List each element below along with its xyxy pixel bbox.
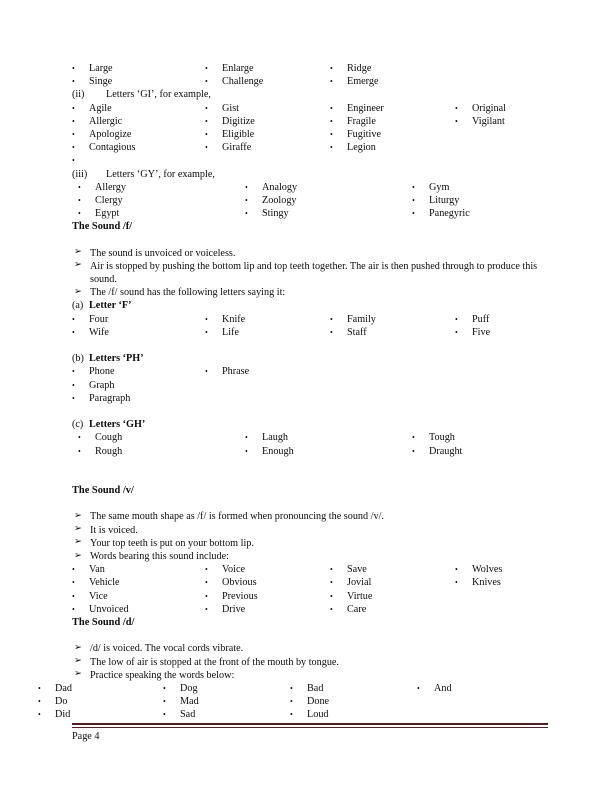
bullet-icon: • — [72, 314, 75, 324]
list-item-label: Previous — [222, 590, 258, 602]
bullet-icon: • — [72, 578, 75, 588]
note-text: It is voiced. — [90, 524, 138, 536]
bullet-icon: • — [72, 103, 75, 113]
list-marker: (ii) — [72, 89, 85, 101]
note-d-practice — [0, 669, 612, 682]
list-item-label: Liturgy — [429, 194, 460, 206]
bullet-icon: • — [205, 367, 208, 377]
bullet-icon: • — [163, 683, 166, 693]
bullet-icon: • — [205, 565, 208, 575]
bullet-icon: • — [330, 103, 333, 113]
list-row — [0, 695, 612, 708]
list-item-label: Rough — [95, 445, 123, 457]
list-row — [0, 326, 612, 339]
heading-sound-d — [0, 616, 612, 629]
list-item-label: Vehicle — [89, 577, 120, 589]
bullet-icon: • — [72, 143, 75, 153]
note-v-teeth — [0, 537, 612, 550]
list-marker: (b) — [72, 353, 84, 365]
list-row — [0, 154, 612, 167]
list-item-label: Fragile — [347, 115, 376, 127]
bullet-icon: • — [455, 314, 458, 324]
arrow-bullet-icon: ➢ — [74, 260, 82, 271]
list-row — [0, 603, 612, 616]
bullet-icon: • — [330, 327, 333, 337]
note-f-airflow — [0, 260, 612, 286]
subsection-label: Letters ‘GH’ — [89, 419, 146, 431]
gi-words — [0, 102, 612, 168]
list-item-label: Allergic — [89, 115, 123, 127]
bullet-icon: • — [412, 209, 415, 219]
bullet-icon: • — [205, 64, 208, 73]
footer-rule-thin — [72, 727, 548, 728]
bullet-icon: • — [245, 182, 248, 192]
list-item-label: Knives — [472, 577, 501, 589]
list-row — [0, 102, 612, 115]
bullet-icon: • — [38, 697, 41, 707]
spacer — [0, 471, 612, 484]
list-row — [0, 75, 612, 88]
bullet-icon: • — [412, 446, 415, 456]
subsection-label: Letter ‘F’ — [89, 300, 132, 312]
list-item-label: Drive — [222, 603, 246, 615]
list-item-label: Life — [222, 326, 239, 338]
sound-v-words — [0, 563, 612, 616]
bullet-icon: • — [72, 380, 75, 390]
list-item-label: Analogy — [262, 181, 298, 193]
heading-sound-v — [0, 484, 612, 497]
arrow-bullet-icon: ➢ — [74, 537, 82, 548]
bullet-icon: • — [72, 591, 75, 601]
list-item-label: Family — [347, 313, 376, 325]
list-item-label: Emerge — [347, 76, 379, 88]
list-item-label: Sad — [180, 709, 196, 721]
list-row — [0, 682, 612, 695]
spacer — [0, 405, 612, 418]
bullet-icon: • — [205, 604, 208, 614]
list-item-label: Cough — [95, 432, 123, 444]
list-item-label: Panegyric — [429, 208, 470, 220]
list-row — [0, 392, 612, 405]
list-item-label: Wife — [89, 326, 109, 338]
bullet-icon: • — [205, 129, 208, 139]
bullet-icon: • — [412, 182, 415, 192]
list-item-label: Phrase — [222, 366, 250, 378]
note-text: Your top teeth is put on your bottom lip. — [90, 537, 254, 549]
list-item-label: Unvoiced — [89, 603, 129, 615]
list-item-label: Paragraph — [89, 392, 131, 404]
subsection-letters-gh — [0, 418, 612, 431]
bullet-icon: • — [72, 367, 75, 377]
note-f-unvoiced — [0, 247, 612, 260]
list-item-label: Save — [347, 564, 367, 576]
letter-f-words — [0, 313, 612, 339]
arrow-bullet-icon: ➢ — [74, 510, 82, 521]
footer-rule — [72, 723, 548, 728]
page-content — [0, 62, 612, 722]
spacer — [0, 458, 612, 471]
bullet-icon: • — [72, 604, 75, 614]
note-text: The low of air is stopped at the front of the mouth by tongue. — [90, 656, 339, 668]
bullet-icon: • — [330, 578, 333, 588]
list-item-label: Challenge — [222, 76, 264, 88]
arrow-bullet-icon: ➢ — [74, 550, 82, 561]
section-gy — [0, 168, 612, 181]
bullet-icon: • — [205, 77, 208, 87]
list-item-label: Staff — [347, 326, 367, 338]
list-item-label: Gist — [222, 102, 239, 114]
note-text: The same mouth shape as /f/ is formed when pronouncing the sound /v/. — [90, 511, 384, 523]
bullet-icon: • — [72, 77, 75, 87]
list-item-label: Agile — [89, 102, 112, 114]
bullet-icon: • — [205, 327, 208, 337]
list-item-label: Care — [347, 603, 367, 615]
section-heading-text: The Sound /f/ — [72, 221, 133, 233]
list-item-label: And — [434, 682, 452, 694]
bullet-icon: • — [245, 433, 248, 443]
note-text: Practice speaking the words below: — [90, 669, 235, 681]
bullet-icon: • — [455, 103, 458, 113]
list-row — [0, 708, 612, 721]
bullet-icon: • — [205, 103, 208, 113]
arrow-bullet-icon: ➢ — [74, 656, 82, 667]
list-item-label: Engineer — [347, 102, 384, 114]
list-row — [0, 207, 612, 220]
list-row — [0, 62, 612, 75]
bullet-icon: • — [78, 446, 81, 456]
list-item-label: Virtue — [347, 590, 373, 602]
list-item-label: Phone — [89, 366, 115, 378]
subsection-letters-ph — [0, 352, 612, 365]
list-row — [0, 431, 612, 444]
bullet-icon: • — [455, 565, 458, 575]
subsection-label: Letters ‘GI’, for example, — [106, 89, 211, 101]
list-row — [0, 181, 612, 194]
bullet-icon: • — [455, 327, 458, 337]
bullet-icon: • — [78, 195, 81, 205]
bullet-icon: • — [72, 129, 75, 139]
list-item-label: Obvious — [222, 577, 257, 589]
list-item-label: Loud — [307, 709, 329, 721]
bullet-icon: • — [78, 433, 81, 443]
section-heading-text: The Sound /d/ — [72, 617, 135, 628]
subsection-label: Letters ‘GY’, for example, — [106, 168, 215, 180]
list-row — [0, 194, 612, 207]
list-row — [0, 141, 612, 154]
bullet-icon: • — [72, 116, 75, 126]
note-text: Air is stopped by pushing the bottom lip and top teeth together. The air is then pushed through to produce this sound. — [90, 260, 538, 286]
note-text: The /f/ sound has the following letters saying it: — [90, 287, 286, 299]
bullet-icon: • — [330, 565, 333, 575]
subsection-letter-f — [0, 299, 612, 312]
arrow-bullet-icon: ➢ — [74, 524, 82, 535]
bullet-icon: • — [455, 116, 458, 126]
list-item-label: Stingy — [262, 208, 289, 220]
bullet-icon: • — [330, 129, 333, 139]
bullet-icon: • — [205, 591, 208, 601]
bullet-icon: • — [417, 683, 420, 693]
bullet-icon: • — [330, 116, 333, 126]
bullet-icon: • — [205, 578, 208, 588]
list-item-label: Legion — [347, 142, 376, 154]
ge-words-continued — [0, 62, 612, 88]
note-text: /d/ is voiced. The vocal cords vibrate. — [90, 643, 244, 655]
list-row — [0, 563, 612, 576]
note-d-airflow — [0, 656, 612, 669]
subsection-label: Letters ‘PH’ — [89, 353, 144, 365]
list-item-label: Contagious — [89, 142, 136, 154]
bullet-icon: • — [72, 565, 75, 575]
note-d-voiced — [0, 642, 612, 655]
list-item-label: Eligible — [222, 128, 255, 140]
list-marker: (c) — [72, 419, 84, 431]
spacer — [0, 497, 612, 510]
list-item-label: Egypt — [95, 208, 120, 220]
list-item-label: Knife — [222, 313, 246, 325]
bullet-icon: • — [290, 710, 293, 720]
list-item-label: Van — [89, 564, 105, 576]
bullet-icon: • — [205, 143, 208, 153]
list-item-label: Vigilant — [472, 115, 505, 127]
list-item-label: Original — [472, 102, 506, 114]
list-item-label: Large — [89, 63, 113, 74]
list-item-label: Do — [55, 696, 68, 708]
bullet-icon: • — [72, 393, 75, 403]
list-item-label: Digitize — [222, 115, 255, 127]
list-row — [0, 365, 612, 378]
list-row — [0, 576, 612, 589]
spacer — [0, 629, 612, 642]
bullet-icon: • — [205, 116, 208, 126]
arrow-bullet-icon: ➢ — [74, 286, 82, 297]
list-item-label: Ridge — [347, 63, 372, 74]
note-text: The sound is unvoiced or voiceless. — [90, 247, 236, 259]
list-row — [0, 313, 612, 326]
list-item-label: Allergy — [95, 181, 126, 193]
bullet-icon: • — [245, 209, 248, 219]
bullet-icon: • — [330, 604, 333, 614]
bullet-icon: • — [163, 697, 166, 707]
list-item-label: Draught — [429, 445, 463, 457]
list-row — [0, 115, 612, 128]
list-row — [0, 445, 612, 458]
bullet-icon: • — [38, 683, 41, 693]
section-gi — [0, 88, 612, 101]
list-item-label: Laugh — [262, 432, 289, 444]
arrow-bullet-icon: ➢ — [74, 669, 82, 680]
arrow-bullet-icon: ➢ — [74, 642, 82, 653]
list-item-label: Bad — [307, 682, 324, 694]
list-item-label: Enough — [262, 445, 294, 457]
list-row — [0, 128, 612, 141]
arrow-bullet-icon: ➢ — [74, 247, 82, 258]
bullet-icon: • — [290, 683, 293, 693]
bullet-icon: • — [72, 327, 75, 337]
bullet-icon: • — [163, 710, 166, 720]
note-v-words — [0, 550, 612, 563]
list-item-label: Four — [89, 313, 109, 325]
bullet-icon: • — [330, 64, 333, 73]
list-item-label: Apologize — [89, 128, 132, 140]
sound-d-words — [0, 682, 612, 722]
list-item-label: Vice — [89, 590, 108, 602]
bullet-icon: • — [330, 143, 333, 153]
note-v-mouth-shape — [0, 510, 612, 523]
bullet-icon: • — [78, 209, 81, 219]
list-item-label: Tough — [429, 432, 455, 444]
note-f-letters — [0, 286, 612, 299]
section-heading-text: The Sound /v/ — [72, 485, 134, 497]
list-item-label: Did — [55, 709, 71, 721]
gy-words — [0, 181, 612, 221]
list-item-label: Wolves — [472, 564, 503, 576]
page-number: Page 4 — [72, 731, 100, 742]
list-row — [0, 590, 612, 603]
list-item-label: Mad — [180, 696, 199, 708]
footer-rule-thick — [72, 723, 548, 725]
bullet-icon: • — [205, 314, 208, 324]
note-v-voiced — [0, 524, 612, 537]
list-item-label: Giraffe — [222, 142, 252, 154]
bullet-icon: • — [245, 195, 248, 205]
spacer — [0, 233, 612, 246]
bullet-icon: • — [38, 710, 41, 720]
note-text: Words bearing this sound include: — [90, 551, 229, 563]
bullet-icon: • — [330, 77, 333, 87]
list-item-label: Gym — [429, 181, 450, 193]
bullet-icon: • — [412, 433, 415, 443]
list-item-label: Zoology — [262, 194, 297, 206]
bullet-icon: • — [455, 578, 458, 588]
list-row — [0, 379, 612, 392]
bullet-icon: • — [412, 195, 415, 205]
list-item-label: Graph — [89, 379, 115, 391]
bullet-icon: • — [330, 314, 333, 324]
spacer — [0, 339, 612, 352]
list-item-label: Enlarge — [222, 63, 254, 74]
list-item-label: Done — [307, 696, 330, 708]
list-item-label: Puff — [472, 313, 490, 325]
list-item-label: Singe — [89, 76, 113, 88]
bullet-icon: • — [72, 156, 75, 166]
list-item-label: Fugitive — [347, 128, 381, 140]
list-marker: (a) — [72, 300, 84, 312]
heading-sound-f — [0, 220, 612, 233]
letters-ph-words — [0, 365, 612, 405]
bullet-icon: • — [72, 64, 75, 73]
list-item-label: Voice — [222, 564, 246, 576]
list-item-label: Dad — [55, 682, 72, 694]
list-item-label: Five — [472, 326, 491, 338]
bullet-icon: • — [78, 182, 81, 192]
bullet-icon: • — [245, 446, 248, 456]
letters-gh-words — [0, 431, 612, 457]
bullet-icon: • — [290, 697, 293, 707]
list-item-label: Jovial — [347, 577, 372, 589]
bullet-icon: • — [330, 591, 333, 601]
list-marker: (iii) — [72, 168, 88, 180]
list-item-label: Dog — [180, 682, 198, 694]
list-item-label: Clergy — [95, 194, 123, 206]
